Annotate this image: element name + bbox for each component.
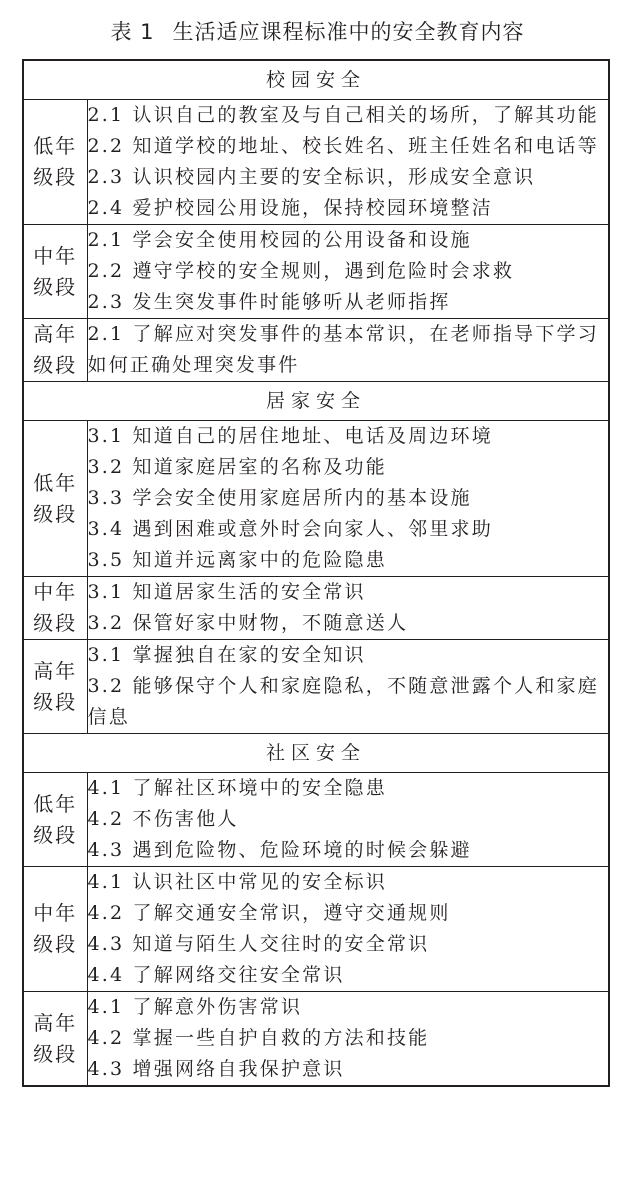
content-cell <box>87 225 609 319</box>
table-row <box>23 319 609 382</box>
grade-label: 高年级段 <box>33 658 78 714</box>
list-item: 4.3 知道与陌生人交往时的安全常识 <box>87 933 430 955</box>
list-item: 3.3 学会安全使用家庭居所内的基本设施 <box>87 487 472 509</box>
table-row <box>23 773 609 867</box>
grade-label: 低年级段 <box>33 134 78 189</box>
grade-label: 中年级段 <box>33 243 78 299</box>
grade-cell <box>23 577 87 640</box>
list-item: 3.2 保管好家中财物，不随意送人 <box>87 612 409 634</box>
list-item: 2.1 学会安全使用校园的公用设备和设施 <box>87 229 472 251</box>
content-cell <box>87 640 609 734</box>
table-row <box>23 421 609 577</box>
grade-cell <box>23 319 87 382</box>
grade-cell <box>23 773 87 867</box>
list-item: 2.2 遵守学校的安全规则，遇到危险时会求救 <box>87 260 515 282</box>
grade-cell <box>23 992 87 1087</box>
grade-cell <box>23 867 87 992</box>
list-item: 3.1 知道居家生活的安全常识 <box>87 581 366 603</box>
grade-label: 低年级段 <box>33 470 78 526</box>
list-item: 4.1 了解意外伤害常识 <box>87 996 303 1018</box>
table-number: 表 1 <box>110 20 155 44</box>
table-row <box>23 225 609 319</box>
section-title-home: 居家安全 <box>23 382 609 421</box>
content-cell <box>87 100 609 225</box>
grade-label: 低年级段 <box>33 791 78 847</box>
table-caption <box>0 18 635 46</box>
list-item: 2.1 认识自己的教室及与自己相关的场所，了解其功能 <box>87 104 599 126</box>
list-item: 4.1 了解社区环境中的安全隐患 <box>87 777 387 799</box>
list-item: 3.1 知道自己的居住地址、电话及周边环境 <box>87 425 493 447</box>
table-row <box>23 577 609 640</box>
safety-education-table <box>22 59 610 1087</box>
list-item: 2.3 发生突发事件时能够听从老师指挥 <box>87 291 451 313</box>
section-header-row <box>23 60 609 100</box>
table-row <box>23 640 609 734</box>
list-item: 4.2 掌握一些自护自救的方法和技能 <box>87 1027 430 1049</box>
list-item: 3.1 掌握独自在家的安全知识 <box>87 644 366 666</box>
grade-cell <box>23 421 87 577</box>
list-item: 4.4 了解网络交往安全常识 <box>87 964 345 986</box>
table-row <box>23 992 609 1087</box>
grade-cell <box>23 100 87 225</box>
grade-label: 高年级段 <box>33 1010 78 1066</box>
section-header-row <box>23 734 609 773</box>
list-item: 4.3 遇到危险物、危险环境的时候会躲避 <box>87 839 472 861</box>
content-cell <box>87 319 609 382</box>
list-item: 3.4 遇到困难或意外时会向家人、邻里求助 <box>87 518 493 540</box>
table-row <box>23 867 609 992</box>
content-cell <box>87 992 609 1087</box>
list-item: 4.2 了解交通安全常识，遵守交通规则 <box>87 902 451 924</box>
list-item: 3.2 能够保守个人和家庭隐私，不随意泄露个人和家庭信息 <box>87 675 599 728</box>
list-item: 2.2 知道学校的地址、校长姓名、班主任姓名和电话等 <box>87 135 599 157</box>
grade-label: 高年级段 <box>33 322 78 377</box>
list-item: 3.2 知道家庭居室的名称及功能 <box>87 456 387 478</box>
content-cell <box>87 577 609 640</box>
list-item: 2.4 爱护校园公用设施，保持校园环境整洁 <box>87 197 493 219</box>
list-item: 4.2 不伤害他人 <box>87 808 239 830</box>
grade-label: 中年级段 <box>33 901 78 956</box>
list-item: 4.1 认识社区中常见的安全标识 <box>87 871 387 893</box>
content-cell <box>87 421 609 577</box>
section-header-row <box>23 382 609 421</box>
grade-cell <box>23 225 87 319</box>
content-cell <box>87 773 609 867</box>
section-title-campus: 校园安全 <box>23 60 609 100</box>
list-item: 3.5 知道并远离家中的危险隐患 <box>87 549 387 571</box>
table-row <box>23 100 609 225</box>
list-item: 2.1 了解应对突发事件的基本常识，在老师指导下学习如何正确处理突发事件 <box>87 323 599 376</box>
table-title: 生活适应课程标准中的安全教育内容 <box>172 20 525 44</box>
list-item: 4.3 增强网络自我保护意识 <box>87 1058 345 1080</box>
section-title-community: 社区安全 <box>23 734 609 773</box>
grade-label: 中年级段 <box>33 580 78 635</box>
list-item: 2.3 认识校园内主要的安全标识，形成安全意识 <box>87 166 536 188</box>
grade-cell <box>23 640 87 734</box>
content-cell <box>87 867 609 992</box>
